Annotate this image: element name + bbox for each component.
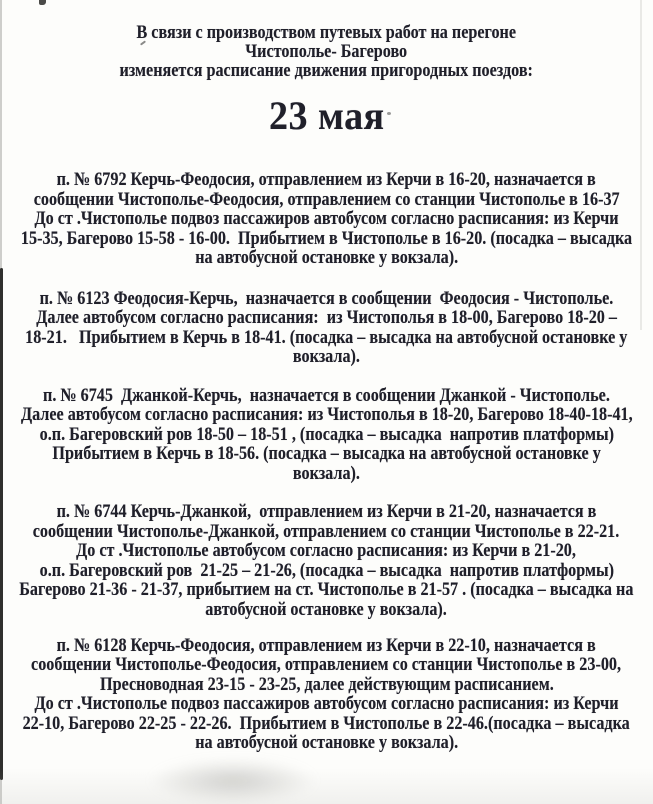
paragraph-line-text: сообщении Чистополье-Феодосия, отправлением со станции Чистополье в 16-37 [33, 188, 620, 210]
header-line-2-text: Чистополье- Багерово [245, 41, 408, 62]
paragraph-line [0, 289, 653, 309]
train-paragraph-6792 [0, 170, 653, 268]
paragraph-line [0, 600, 653, 620]
paragraph-line-text: п. № 6744 Керчь-Джанкой, отправлением из Керчи в 21-20, назначается в [56, 501, 597, 523]
paragraph-line-text: Пресноводная 23-15 - 23-25, далее действующим расписанием. [99, 673, 554, 695]
paragraph-line-text: на автобусной остановке у вокзала). [195, 247, 458, 269]
paragraph-line [0, 502, 653, 522]
paragraph-line [0, 541, 653, 561]
train-paragraph-6745 [0, 386, 653, 484]
paragraph-line-text: на автобусной остановке у вокзала). [195, 732, 458, 754]
header-line-2 [0, 42, 653, 61]
paragraph-line [0, 714, 653, 734]
paragraph-line [0, 347, 653, 367]
notice-header [0, 0, 653, 80]
paragraph-line [0, 655, 653, 675]
scan-dot-near-title [387, 112, 391, 115]
paragraph-line [0, 190, 653, 210]
date-title [0, 93, 653, 138]
paragraph-line [0, 248, 653, 268]
paragraph-line [0, 694, 653, 714]
paragraph-line [0, 209, 653, 229]
paragraph-line-text: До ст .Чистополье подвоз пассажиров автобусом согласно расписания: из Керчи [34, 208, 619, 230]
scan-right-edge-faint-line [640, 0, 642, 330]
paragraph-line-text: вокзала). [292, 346, 361, 368]
train-paragraph-6128 [0, 636, 653, 753]
paragraph-line [0, 386, 653, 406]
paragraph-line-text: п. № 6792 Керчь-Феодосия, отправлением из Керчи в 16-20, назначается в [56, 169, 597, 191]
paragraph-line [0, 636, 653, 656]
paragraph-line-text: п. № 6745 Джанкой-Керчь, назначается в сообщении Джанкой - Чистополье. [43, 384, 610, 406]
header-line-3-text: изменяется расписание движения пригородных поездов: [119, 60, 534, 81]
scan-top-speck [39, 0, 46, 5]
paragraph-line-text: 15-35, Багерово 15-58 - 16-00. Прибытием в Чистополье в 16-20. (посадка – высадка [20, 227, 633, 249]
paragraph-line [0, 328, 653, 348]
paragraph-line-text: п. № 6128 Керчь-Феодосия, отправлением из Керчи в 22-10, назначается в [56, 634, 597, 656]
paragraph-line-text: Далее автобусом согласно расписания: из Чистополья в 18-20, Багерово 18-40-18-41, [20, 404, 633, 426]
paragraph-line-text: Прибытием в Керчь в 18-56. (посадка – высадка на автобусной остановке у [52, 443, 601, 465]
header-line-1-text: В связи с производством путевых работ на перегоне [136, 22, 517, 43]
paragraph-line [0, 405, 653, 425]
paragraph-line-text: Далее автобусом согласно расписания: из Чистополья в 18-00, Багерово 18-20 – [36, 307, 617, 329]
paragraph-line [0, 425, 653, 445]
paragraph-line [0, 580, 653, 600]
paragraph-line [0, 733, 653, 753]
paragraph-line-text: сообщении Чистополье-Феодосия, отправлением со станции Чистополье в 23-00, [31, 654, 622, 676]
paragraph-line-text: До ст .Чистополье автобусом согласно расписания: из Керчи в 21-20, [76, 540, 577, 562]
paragraph-line-text: автобусной остановке у вокзала). [205, 598, 448, 620]
paragraph-line [0, 675, 653, 695]
paragraph-line-text: 22-10, Багерово 22-25 - 22-26. Прибытием в Чистополье в 22-46.(посадка – высадка [22, 712, 631, 734]
scan-bottom-tint [0, 768, 653, 804]
paragraph-line-text: До ст .Чистополье подвоз пассажиров автобусом согласно расписания: из Керчи [34, 693, 619, 715]
header-line-1 [0, 23, 653, 42]
date-title-text: 23 мая [268, 93, 385, 138]
paragraph-line [0, 229, 653, 249]
train-paragraph-6123 [0, 289, 653, 367]
paragraph-line [0, 561, 653, 581]
paragraph-line [0, 308, 653, 328]
paragraph-line-text: п. № 6123 Феодосия-Керчь, назначается в сообщении Феодосия - Чистополье. [39, 287, 614, 309]
paragraph-line-text: Багерово 21-36 - 21-37, прибытием на ст. Чистополье в 21-57 . (посадка – высадка на [19, 579, 634, 601]
paragraph-line [0, 444, 653, 464]
paragraph-line [0, 522, 653, 542]
paragraph-line [0, 464, 653, 484]
paragraph-line-text: 18-21. Прибытием в Керчь в 18-41. (посадка – высадка на автобусной остановке у [25, 326, 628, 348]
paragraph-line-text: сообщении Чистополье-Джанкой, отправлением со станции Чистополье в 22-21. [33, 520, 620, 542]
paragraph-line [0, 170, 653, 190]
paragraph-line-text: о.п. Багеровский ров 21-25 – 21-26, (посадка – высадка напротив платформы) [39, 559, 614, 581]
header-line-3 [0, 61, 653, 80]
scan-left-edge-dark-line [0, 268, 3, 780]
paragraph-line-text: вокзала). [292, 462, 361, 484]
paragraph-line-text: о.п. Багеровский ров 18-50 – 18-51 , (посадка – высадка напротив платформы) [39, 423, 614, 445]
train-paragraph-6744 [0, 502, 653, 619]
